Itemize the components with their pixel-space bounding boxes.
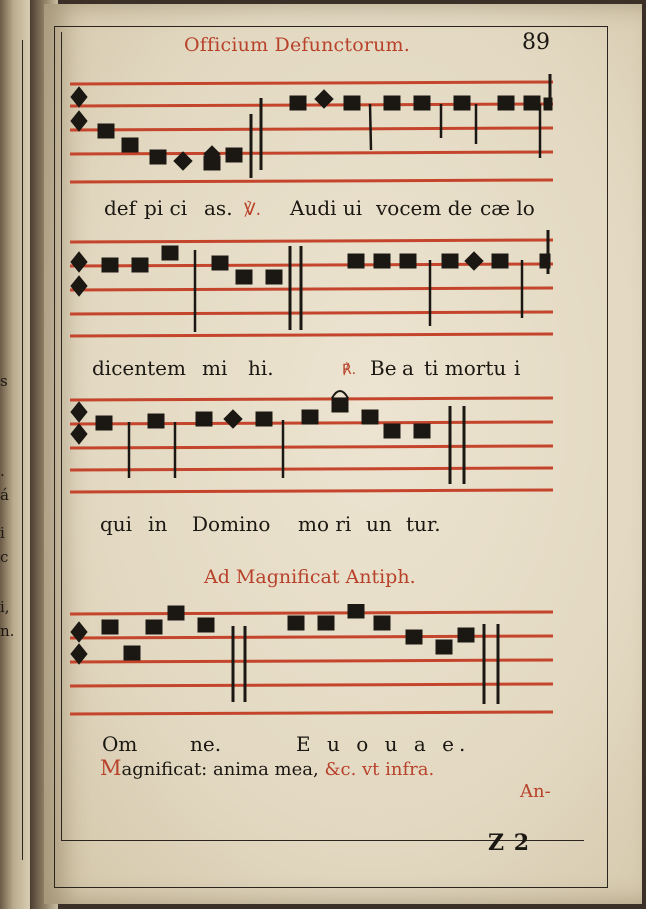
response-sign: ℟. xyxy=(342,362,357,378)
staff-notation xyxy=(70,604,553,720)
music-staff-1 xyxy=(70,74,553,190)
lyric-syllable: mo ri xyxy=(298,512,352,536)
lyric-syllable: Om xyxy=(102,732,138,756)
lyric-syllable: Be xyxy=(370,356,397,380)
magnificat-incipit xyxy=(100,756,434,780)
rubric-initial: M xyxy=(100,756,122,780)
staff-notation xyxy=(70,230,553,346)
lyric-syllable: ne. xyxy=(190,732,222,756)
music-staff-3 xyxy=(70,386,553,502)
lyric-syllable: i xyxy=(514,356,521,380)
staff-notation xyxy=(70,386,553,502)
page-number: 89 xyxy=(522,30,550,55)
staff-notation xyxy=(70,74,553,190)
lyric-syllable: tur. xyxy=(406,512,441,536)
left-page-frame-line xyxy=(22,40,23,860)
left-text-fragment: c xyxy=(0,548,9,566)
left-text-fragment: . xyxy=(0,462,5,480)
lyric-syllable: ti mortu xyxy=(424,356,507,380)
left-text-fragment: i xyxy=(0,524,5,542)
lyric-syllable: mi xyxy=(202,356,228,380)
versicle-sign: ℣. xyxy=(244,200,262,220)
book-page xyxy=(44,4,642,904)
running-title: Officium Defunctorum. xyxy=(184,34,411,56)
rubric-reference: &c. vt infra. xyxy=(324,759,435,780)
lyric-syllable: pi ci xyxy=(144,196,188,220)
lyric-syllable: qui xyxy=(100,512,133,536)
lyric-syllable: E u o u a e. xyxy=(296,732,471,756)
magnificat-text: agnificat: anima mea, xyxy=(121,759,319,780)
lyric-syllable: hi. xyxy=(248,356,274,380)
lyric-syllable: Audi ui xyxy=(290,196,363,220)
lyric-syllable: dicentem xyxy=(92,356,186,380)
signature-mark: Z 2 xyxy=(488,830,531,856)
left-text-fragment: s xyxy=(0,372,8,390)
antiphon-heading: Ad Magnificat Antiph. xyxy=(204,566,416,588)
music-staff-4 xyxy=(70,604,553,720)
left-text-fragment: á xyxy=(0,486,9,504)
lyric-syllable: vocem de xyxy=(376,196,473,220)
lyric-syllable: def xyxy=(104,196,137,220)
lyric-syllable: in xyxy=(148,512,168,536)
lyric-syllable: Domino xyxy=(192,512,271,536)
left-text-fragment: n. xyxy=(0,622,15,640)
catchword: An- xyxy=(520,781,551,802)
lyric-syllable: as. xyxy=(204,196,233,220)
lyric-syllable: cæ lo xyxy=(480,196,535,220)
left-text-fragment: i, xyxy=(0,598,10,616)
lyric-syllable: un xyxy=(366,512,392,536)
music-staff-2 xyxy=(70,230,553,346)
lyric-syllable: a xyxy=(402,356,414,380)
